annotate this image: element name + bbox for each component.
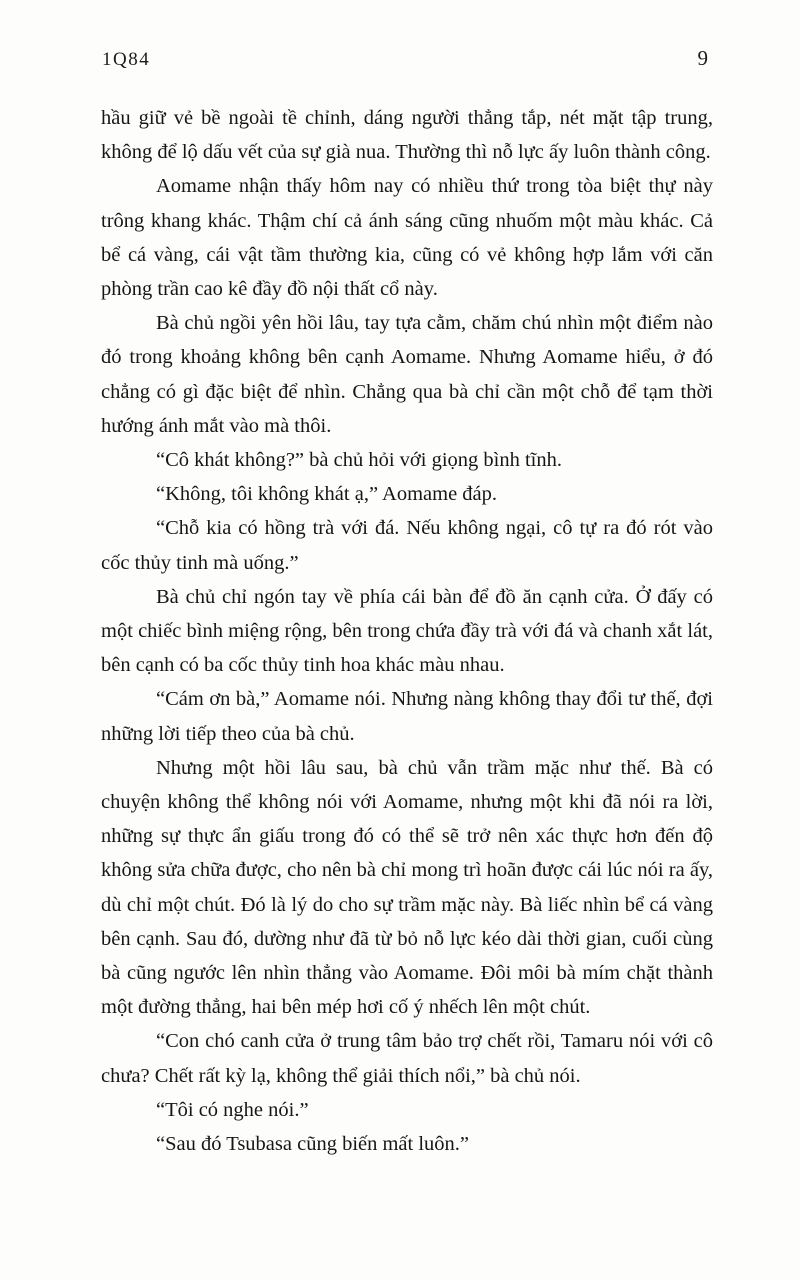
paragraph: “Không, tôi không khát ạ,” Aomame đáp. xyxy=(156,483,498,506)
paragraph: hầu giữ vẻ bề ngoài tề chỉnh, dáng người thẳng tắp, nét mặt tập trung, không để lộ dấu vết của sự già nua. Thường thì nỗ lực ấy luôn thành công. xyxy=(101,107,713,164)
paragraph: “Cám ơn bà,” Aomame nói. Nhưng nàng không thay đổi tư thế, đợi những lời tiếp theo của bà chủ. xyxy=(101,688,713,745)
paragraph: “Chỗ kia có hồng trà với đá. Nếu không ngại, cô tự ra đó rót vào cốc thủy tinh mà uống.” xyxy=(101,517,713,574)
paragraph: “Cô khát không?” bà chủ hỏi với giọng bình tĩnh. xyxy=(156,449,562,472)
paragraph: Aomame nhận thấy hôm nay có nhiều thứ trong tòa biệt thự này trông khang khác. Thậm chí cả ánh sáng cũng nhuốm một màu khác. Cả bể cá vàng, cái vật tầm thường kia, cũng có vẻ không hợp lắm với căn phòng trần cao kê đầy đồ nội thất cổ này. xyxy=(101,175,713,301)
paragraph: Nhưng một hồi lâu sau, bà chủ vẫn trầm mặc như thế. Bà có chuyện không thể không nói với Aomame, nhưng một khi đã nói ra lời, những sự thực ẩn giấu trong đó có thể sẽ trở nên xác thực hơn đến độ không sửa chữa được, cho nên bà chỉ mong trì hoãn được cái lúc nói ra ấy, dù chỉ một chút. Đó là lý do cho sự trầm mặc này. Bà liếc nhìn bể cá vàng bên cạnh. Sau đó, dường như đã từ bỏ nỗ lực kéo dài thời gian, cuối cùng bà cũng ngước lên nhìn thẳng vào Aomame. Đôi môi bà mím chặt thành một đường thẳng, hai bên mép hơi cố ý nhếch lên một chút. xyxy=(101,756,713,1019)
paragraph: Bà chủ ngồi yên hồi lâu, tay tựa cằm, chăm chú nhìn một điểm nào đó trong khoảng không bên cạnh Aomame. Nhưng Aomame hiểu, ở đó chẳng có gì đặc biệt để nhìn. Chẳng qua bà chỉ cần một chỗ để tạm thời hướng ánh mắt vào mà thôi. xyxy=(101,312,713,437)
page-header xyxy=(102,46,708,71)
paragraph: Bà chủ chỉ ngón tay về phía cái bàn để đồ ăn cạnh cửa. Ở đấy có một chiếc bình miệng rộng, bên trong chứa đầy trà với đá và chanh xắt lát, bên cạnh có ba cốc thủy tinh hoa khác màu nhau. xyxy=(101,585,713,677)
body-text xyxy=(101,101,713,1161)
page-number: 9 xyxy=(697,46,708,70)
paragraph: “Tôi có nghe nói.” xyxy=(156,1098,309,1121)
paragraph: “Sau đó Tsubasa cũng biến mất luôn.” xyxy=(156,1133,470,1156)
running-title: 1Q84 xyxy=(102,49,151,70)
paragraph: “Con chó canh cửa ở trung tâm bảo trợ chết rồi, Tamaru nói với cô chưa? Chết rất kỳ lạ, không thể giải thích nổi,” bà chủ nói. xyxy=(101,1030,713,1087)
